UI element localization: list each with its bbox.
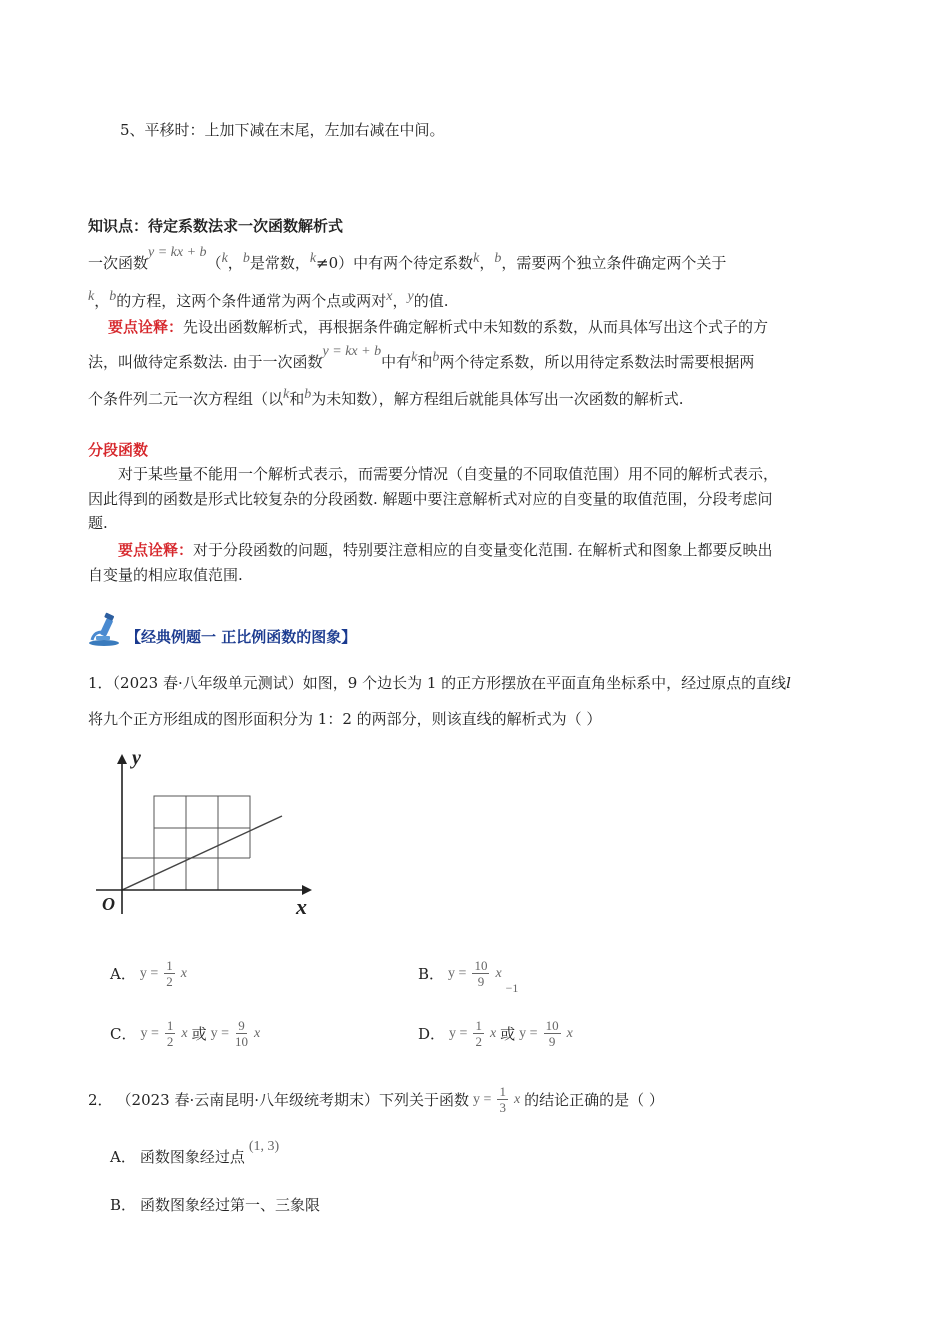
grid-squares [122,796,250,890]
q2-option-a[interactable]: A． 函数图象经过点 (1, 3) [110,1139,280,1166]
q1-option-a[interactable]: A． y = $\frac{1}{2}$ x [110,958,187,989]
knowledge-title: 知识点：待定系数法求一次函数解析式 [88,217,344,235]
q1-line-1: 1．（2023 春·八年级单元测试）如图，9 个边长为 1 的正方形摆放在平面直角坐标系中，经过原点的直线l [88,674,791,692]
key-label: 要点诠释： [108,318,184,336]
knowledge-line-1: 一次函数y = kx + b（k，b是常数，k≠0）中有两个待定系数k，b，需要两个独立条件确定两个关于 [88,245,727,272]
knowledge-line-2: k，b的方程，这两个条件通常为两个点或两对x，y的值. [88,289,449,310]
piecewise-key-line-2: 自变量的相应取值范围. [88,566,243,584]
knowledge-key-line-2: 法，叫做待定系数法. 由于一次函数y = kx + b中有k和b两个待定系数，所以用待定系数法时需要根据两 [88,344,755,371]
q1-option-b[interactable]: B． y = $\frac{10}{9}$ x −1 [418,958,519,995]
fraction: $\frac{10}{9}$ [545,1018,559,1049]
piecewise-key-line-1: 要点诠释：对于分段函数的问题，特别要注意相应的自变量变化范围. 在解析式和图象上都要反映出 [118,541,773,559]
q1-line-2: 将九个正方形组成的图形面积分为 1：2 的两部分，则该直线的解析式为（ ） [88,710,602,728]
y-axis-label: y [132,747,141,769]
fraction: $\frac{1}{2}$ [475,1018,482,1049]
q1-option-c[interactable]: C． y = $\frac{1}{2}$ x 或 y = $\frac{9}{10}$ x [110,1018,261,1049]
y-axis-arrow [117,754,127,764]
fraction: $\frac{1}{2}$ [166,1018,174,1049]
line-l [122,816,282,890]
q2-option-b[interactable]: B． 函数图象经过第一、三象限 [110,1196,321,1214]
formula-ykxb: y = kx + b [148,245,207,260]
fraction: $\frac{1}{3}$ [499,1084,506,1115]
q2-stem: 2． （2023 春·云南昆明·八年级统考期末）下列关于函数 y = $\frac{1}{3}$ x 的结论正确的是（ ） [88,1084,664,1115]
piecewise-title: 分段函数 [88,441,149,459]
knowledge-key-line-3: 个条件列二元一次方程组（以k和b为未知数），解方程组后就能具体写出一次函数的解析式. [88,387,684,408]
knowledge-key-line-1: 要点诠释：先设出函数解析式，再根据条件确定解析式中未知数的系数，从而具体写出这个式子的方 [108,318,769,336]
microscope-icon [86,612,124,648]
q1-option-d[interactable]: D． y = $\frac{1}{2}$ x 或 y = $\frac{10}{9}$ x [418,1018,573,1049]
origin-label: O [102,894,115,914]
x-axis-label: x [296,894,307,919]
piecewise-p1-line-2: 因此得到的函数是形式比较复杂的分段函数. 解题中要注意解析式对应的自变量的取值范围，分段考虑问 [88,490,773,508]
fraction: $\frac{10}{9}$ [474,958,488,989]
intro-point-5: 5、平移时：上加下减在末尾，左加右减在中间。 [120,121,445,139]
fraction: $\frac{1}{2}$ [166,958,173,989]
q1-graph [88,744,318,924]
piecewise-p1-line-3: 题. [88,514,108,532]
example-header: 【经典例题一 正比例函数的图象】 [126,628,357,646]
fraction: $\frac{9}{10}$ [235,1018,249,1049]
piecewise-p1-line-1: 对于某些量不能用一个解析式表示，而需要分情况（自变量的不同取值范围）用不同的解析式表示， [118,465,779,483]
